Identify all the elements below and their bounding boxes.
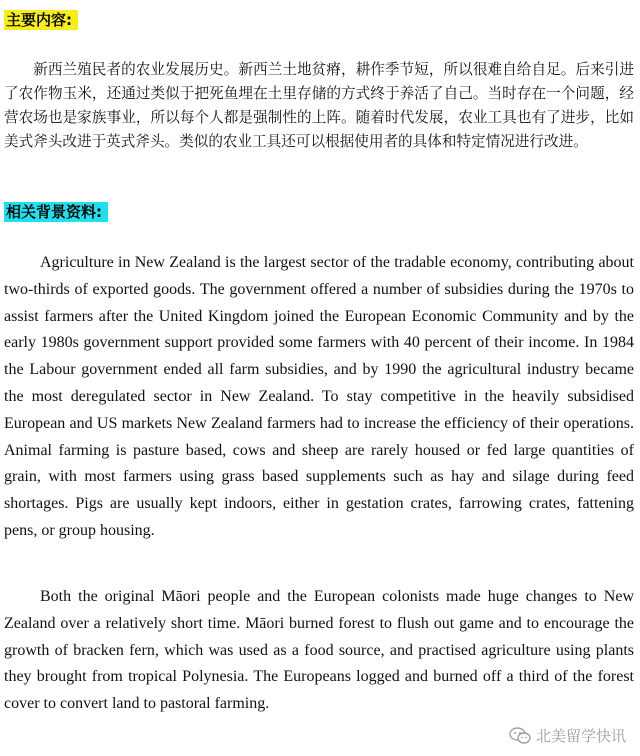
chinese-summary-paragraph: 新西兰殖民者的农业发展历史。新西兰土地贫瘠，耕作季节短，所以很难自给自足。后来引进了农作物玉米，还通过类似于把死鱼埋在土里存储的方式终于养活了自己。当时存在一个问题，经营农场也是家族事业，所以每个人都是强制性的上阵。随着时代发展，农业工具也有了进步，比如美式斧头改进于英式斧头。类似的农业工具还可以根据使用者的具体和特定情况进行改进。 <box>4 61 634 150</box>
section-heading-main-content: 主要内容: <box>4 10 78 30</box>
watermark <box>509 725 626 746</box>
english-paragraph-2: Both the original Māori people and the European colonists made huge changes to New Zealand over a relatively short time. Māori burned forest to flush out game and to encourage the growth of bracken fern, which was used as a food source, and practised agriculture using plants they brought from tropical Polynesia. The Europeans logged and burned off a third of the forest cover to convert land to pastoral farming. <box>4 588 634 713</box>
english-paragraph-1: Agriculture in New Zealand is the largest sector of the tradable economy, contributing about two-thirds of exported goods. The government offered a number of subsidies during the 1970s to assist farmers after the United Kingdom joined the European Economic Community and by the early 1980s government support provided some farmers with 40 percent of their income. In 1984 the Labour government ended all farm subsidies, and by 1990 the agricultural industry became the most deregulated sector in New Zealand. To stay competitive in the heavily subsidised European and US markets New Zealand farmers had to increase the efficiency of their operations. Animal farming is pasture based, cows and sheep are rarely housed or fed large quantities of grain, with most farmers using grass based supplements such as hay and silage during feed shortages. Pigs are usually kept indoors, either in gestation crates, farrowing crates, fattening pens, or group housing. <box>4 254 634 539</box>
watermark-text: 北美留学快讯 <box>535 727 626 745</box>
section-heading-background: 相关背景资料: <box>4 202 108 222</box>
wechat-icon <box>509 727 531 745</box>
